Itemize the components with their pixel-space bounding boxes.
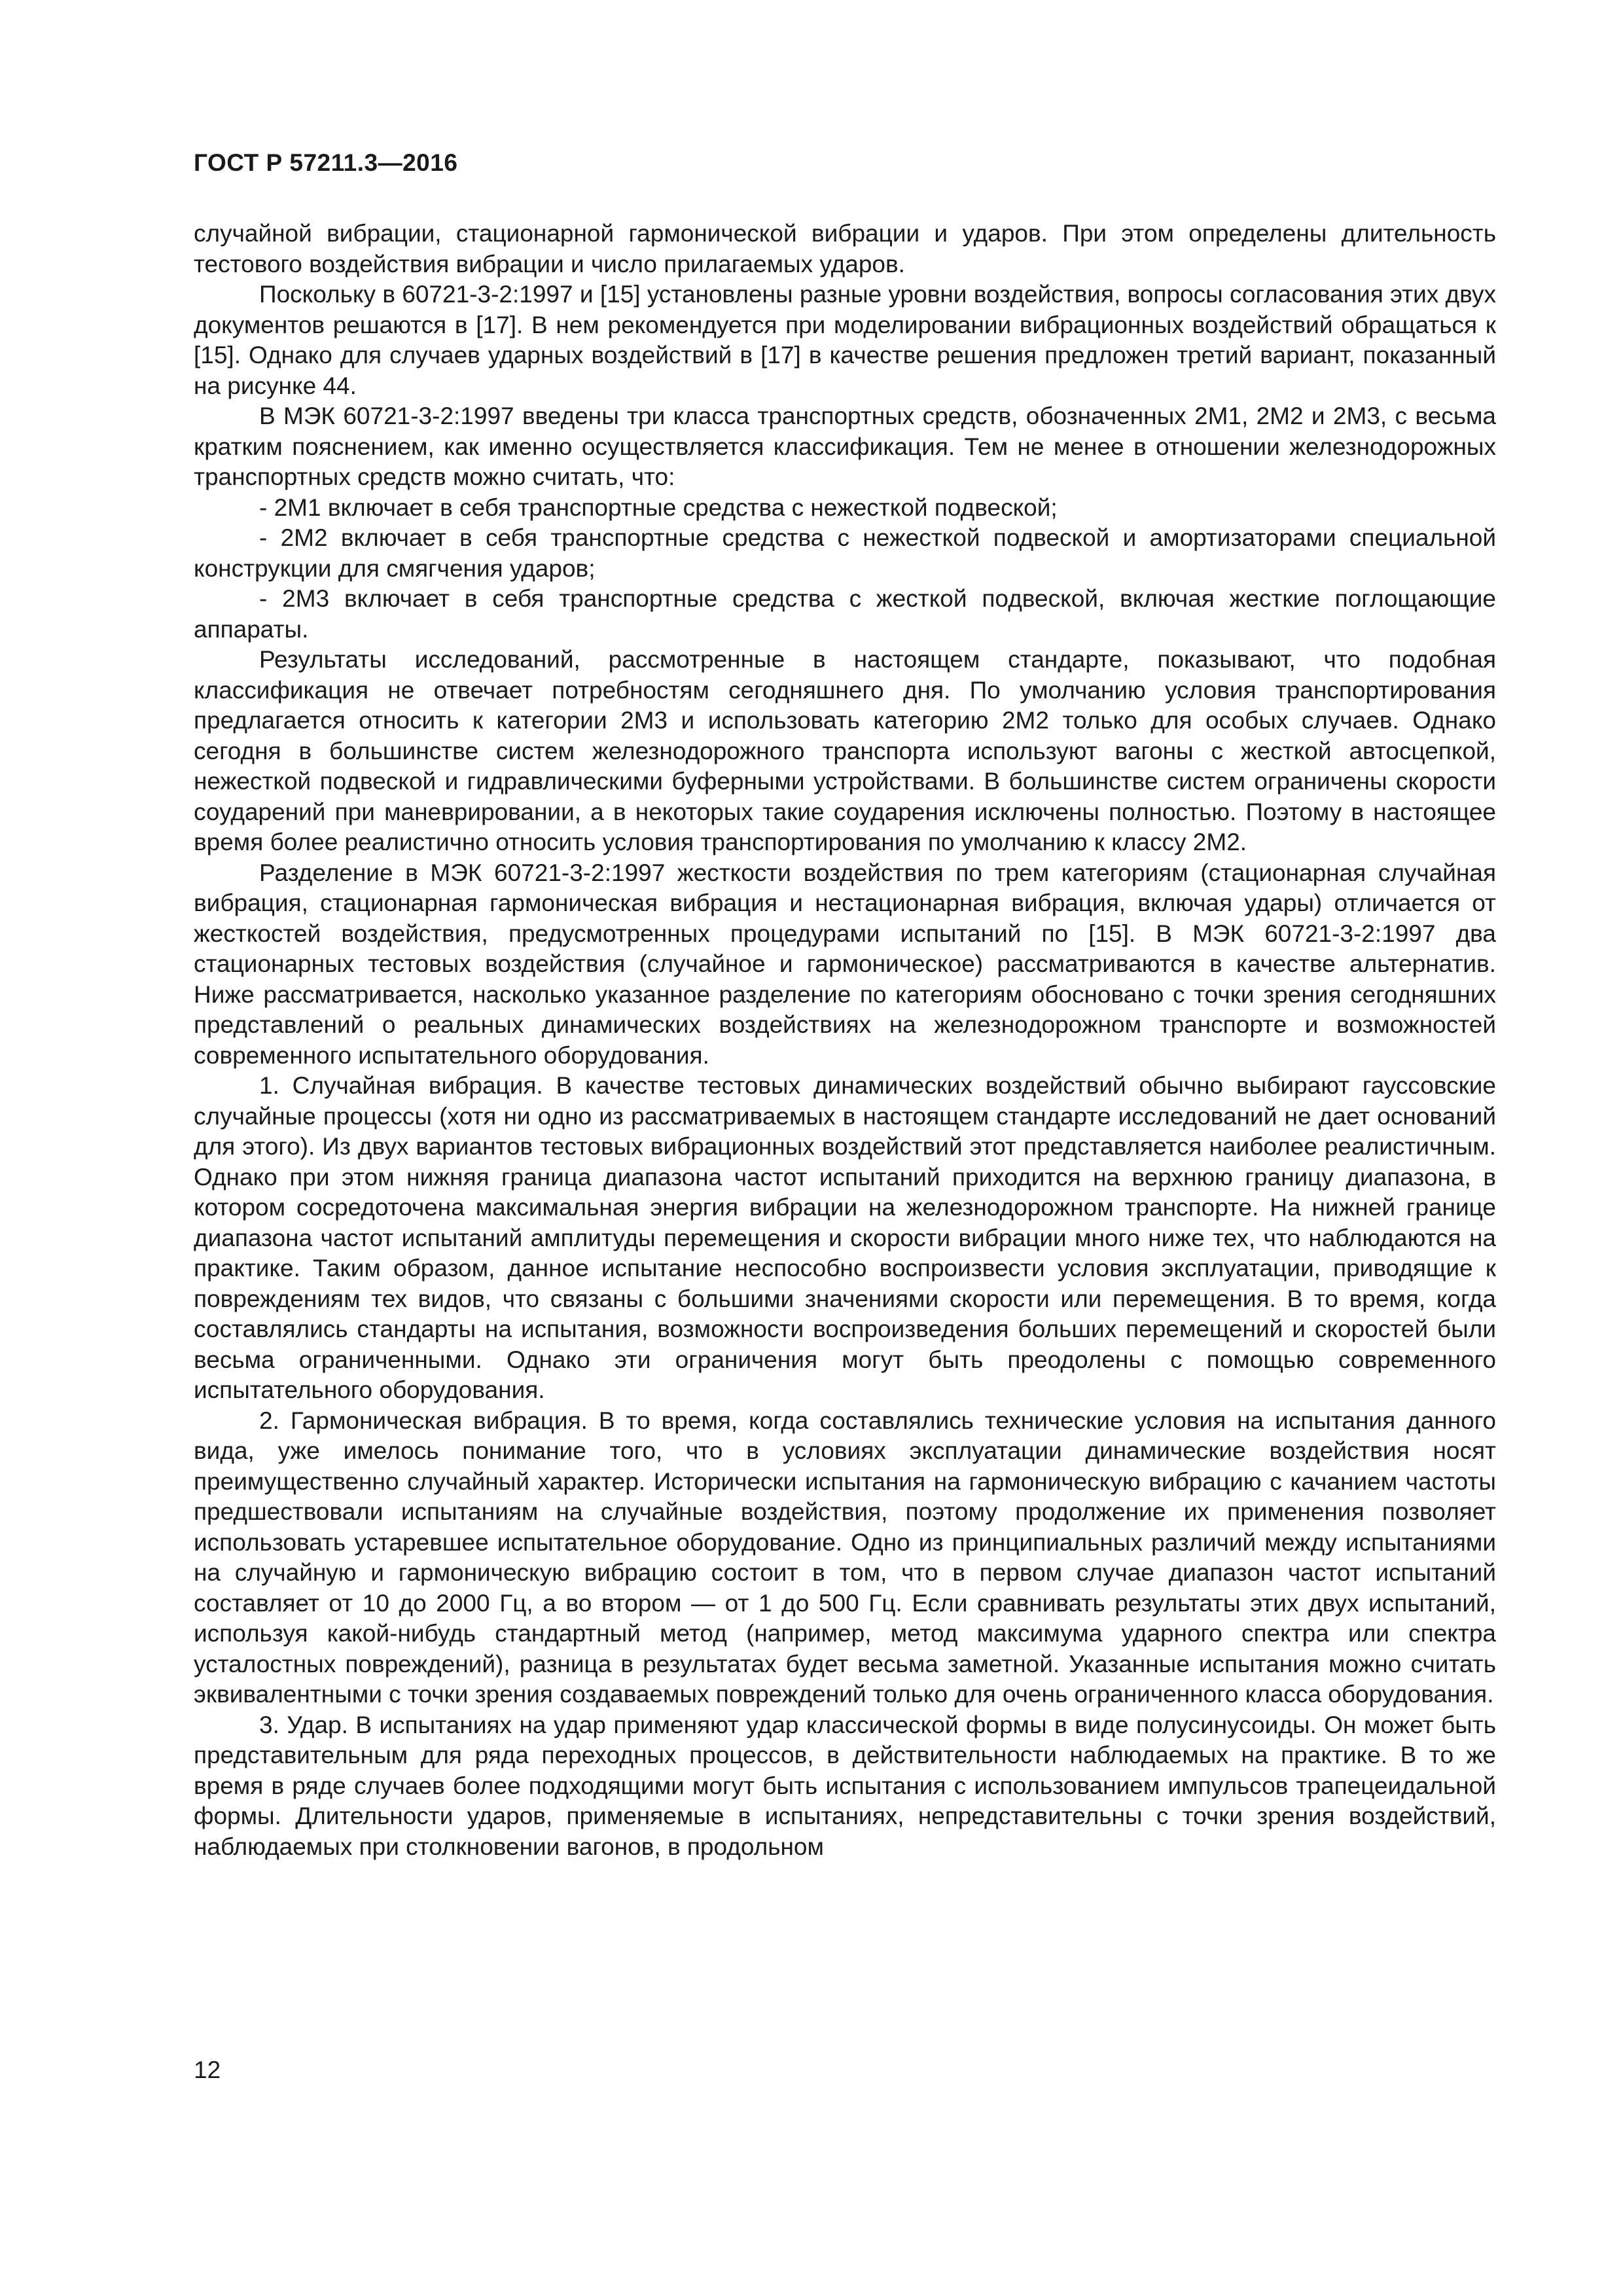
list-item: - 2М3 включает в себя транспортные средства с жесткой подвеской, включая жесткие поглощающие аппараты. bbox=[194, 585, 1496, 643]
paragraph-continuation: случайной вибрации, стационарной гармонической вибрации и ударов. При этом определены длительность тестового воздействия вибрации и число прилагаемых ударов. bbox=[194, 220, 1496, 278]
paragraph: Поскольку в 60721-3-2:1997 и [15] установлены разные уровни воздействия, вопросы согласования этих двух документов решаются в [17]. В нем рекомендуется при моделировании вибрационных воздействий обращаться к [15]. Однако для случаев ударных воздействий в [17] в качестве решения предложен третий вариант, показанный на рисунке 44. bbox=[194, 281, 1496, 399]
document-header: ГОСТ Р 57211.3—2016 bbox=[194, 149, 458, 176]
numbered-paragraph: 3. Удар. В испытаниях на удар применяют удар классической формы в виде полусинусоиды. Он может быть представительным для ряда переходных процессов, в действительности наблюдаемых на практике. В то же время в ряде случаев более подходящими могут быть испытания с использованием импульсов трапецеидальной формы. Длительности ударов, применяемые в испытаниях, непредставительны с точки зрения воздействий, наблюдаемых при столкновении вагонов, в продольном bbox=[194, 1711, 1496, 1860]
paragraph: Разделение в МЭК 60721-3-2:1997 жесткости воздействия по трем категориям (стационарная случайная вибрация, стационарная гармоническая вибрация и нестационарная вибрация, включая удары) отличается от жесткостей воздействия, предусмотренных процедурами испытаний по [15]. В МЭК 60721-3-2:1997 два стационарных тестовых воздействия (случайное и гармоническое) рассматриваются в качестве альтернатив. Ниже рассматривается, насколько указанное разделение по категориям обосновано с точки зрения сегодняшних представлений о реальных динамических воздействиях на железнодорожном транспорте и возможностей современного испытательного оборудования. bbox=[194, 859, 1496, 1069]
list-item: - 2М2 включает в себя транспортные средства с нежесткой подвеской и амортизаторами специальной конструкции для смягчения ударов; bbox=[194, 524, 1496, 582]
numbered-paragraph: 1. Случайная вибрация. В качестве тестовых динамических воздействий обычно выбирают гауссовские случайные процессы (хотя ни одно из рассматриваемых в настоящем стандарте исследований не дает оснований для этого). Из двух вариантов тестовых вибрационных воздействий этот представляется наиболее реалистичным. Однако при этом нижняя граница диапазона частот испытаний приходится на верхнюю границу диапазона, в котором сосредоточена максимальная энергия вибрации на железнодорожном транспорте. На нижней границе диапазона частот испытаний амплитуды перемещения и скорости вибрации много ниже тех, что наблюдаются на практике. Таким образом, данное испытание неспособно воспроизвести условия эксплуатации, приводящие к повреждениям тех видов, что связаны с большими значениями скорости или перемещения. В то время, когда составлялись стандарты на испытания, возможности воспроизведения больших перемещений и скоростей были весьма ограниченными. Однако эти ограничения могут быть преодолены с помощью современного испытательного оборудования. bbox=[194, 1072, 1496, 1403]
body-text bbox=[194, 219, 1496, 1862]
paragraph: В МЭК 60721-3-2:1997 введены три класса транспортных средств, обозначенных 2М1, 2М2 и 2М3, с весьма кратким пояснением, как именно осуществляется классификация. Тем не менее в отношении железнодорожных транспортных средств можно считать, что: bbox=[194, 403, 1496, 490]
paragraph: Результаты исследований, рассмотренные в настоящем стандарте, показывают, что подобная классификация не отвечает потребностям сегодняшнего дня. По умолчанию условия транспортирования предлагается относить к категории 2М3 и использовать категорию 2М2 только для особых случаев. Однако сегодня в большинстве систем железнодорожного транспорта используют вагоны с жесткой автосцепкой, нежесткой подвеской и гидравлическими буферными устройствами. В большинстве систем ограничены скорости соударений при маневрировании, а в некоторых такие соударения исключены полностью. Поэтому в настоящее время более реалистично относить условия транспортирования по умолчанию к классу 2М2. bbox=[194, 646, 1496, 855]
numbered-paragraph: 2. Гармоническая вибрация. В то время, когда составлялись технические условия на испытания данного вида, уже имелось понимание того, что в условиях эксплуатации динамические воздействия носят преимущественно случайный характер. Исторически испытания на гармоническую вибрацию с качанием частоты предшествовали испытаниям на случайные воздействия, поэтому продолжение их применения позволяет использовать устаревшее испытательное оборудование. Одно из принципиальных различий между испытаниями на случайную и гармоническую вибрацию состоит в том, что в первом случае диапазон частот испытаний составляет от 10 до 2000 Гц, а во втором — от 1 до 500 Гц. Если сравнивать результаты этих двух испытаний, используя какой-нибудь стандартный метод (например, метод максимума ударного спектра или спектра усталостных повреждений), разница в результатах будет весьма заметной. Указанные испытания можно считать эквивалентными с точки зрения создаваемых повреждений только для очень ограниченного класса оборудования. bbox=[194, 1407, 1496, 1708]
list-item: - 2М1 включает в себя транспортные средства с нежесткой подвеской; bbox=[259, 493, 1058, 521]
page-number: 12 bbox=[194, 2056, 221, 2083]
